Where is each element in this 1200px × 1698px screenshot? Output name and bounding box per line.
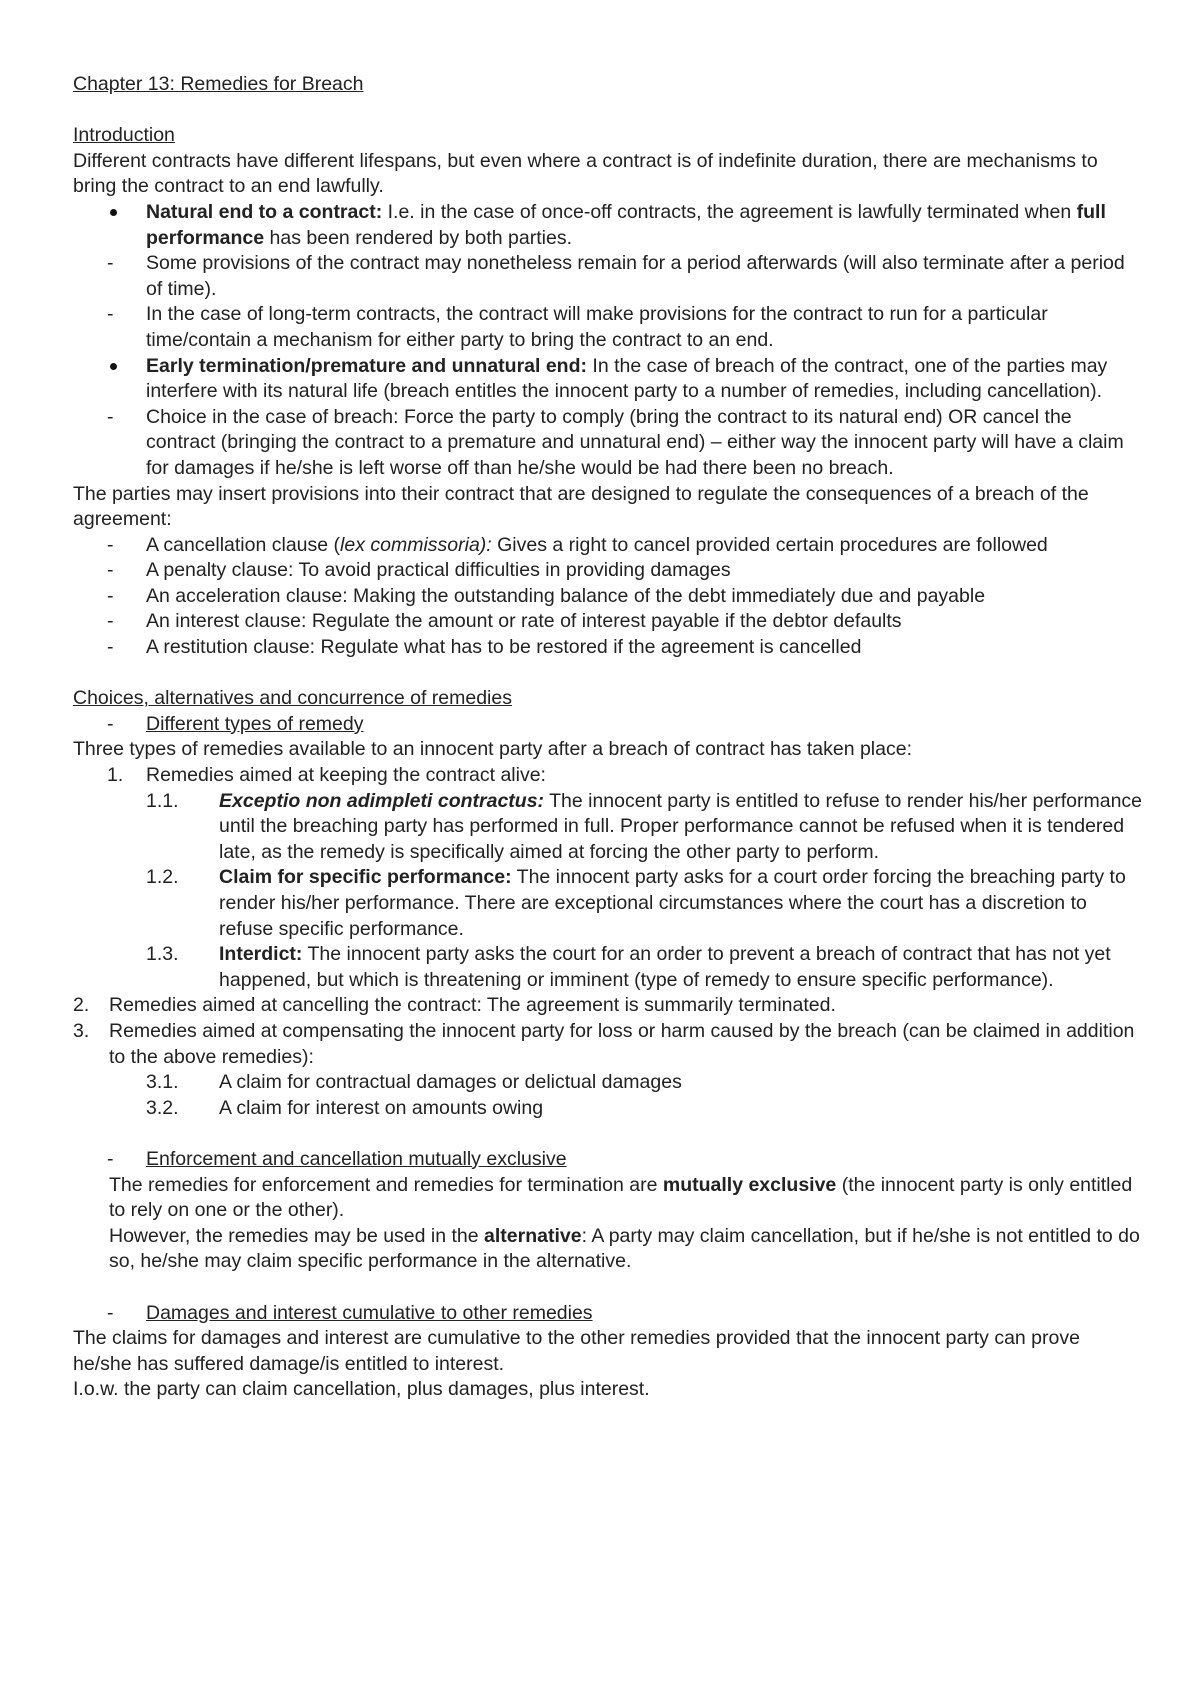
paragraph: The claims for damages and interest are cumulative to the other remedies provided that the innocent party can prove he/she has suffered damage/is entitled to interest.	[73, 1327, 1080, 1375]
paragraph	[73, 1173, 1143, 1224]
text: : A party may claim cancellation, but if he/she is not entitled to do so, he/she may claim specific performance in the alternative.	[109, 1224, 1140, 1273]
text: Remedies aimed at keeping the contract alive:	[146, 764, 546, 787]
section-heading-choices: Choices, alternatives and concurrence of remedies	[73, 687, 512, 710]
numbered-item	[73, 763, 1143, 789]
bold-term: Early termination/premature and unnatural end:	[146, 354, 587, 377]
section-heading-introduction: Introduction	[73, 124, 175, 147]
number-marker: 3.1.	[146, 1071, 179, 1094]
dash-item	[73, 558, 1143, 584]
dash-marker: -	[107, 584, 114, 607]
dash-marker: -	[107, 559, 114, 582]
chapter-title: Chapter 13: Remedies for Breach	[73, 73, 364, 95]
number-marker: 2.	[73, 994, 90, 1017]
number-marker: 1.1.	[146, 789, 179, 812]
text: The remedies for enforcement and remedies for termination are	[109, 1173, 663, 1196]
number-marker: 3.2.	[146, 1096, 179, 1119]
subheading-item	[73, 1301, 1143, 1327]
text: The innocent party asks for a court order forcing the breaching party to render his/her performance. There are exceptional circumstances where the court has a discretion to refuse specific performance.	[219, 866, 1126, 940]
text: Choice in the case of breach: Force the party to comply (bring the contract to its natural end) OR cancel the contract (bringing the contract to a premature and unnatural end) – either way the innocent party will have a claim for damages if he/she is left worse off than he/she would be had there been no breach.	[146, 405, 1124, 479]
number-marker: 1.2.	[146, 866, 179, 889]
italic-term: lex commissoria):	[340, 533, 492, 556]
dash-item	[73, 609, 1143, 635]
text: Some provisions of the contract may nonetheless remain for a period afterwards (will also terminate after a period of time).	[146, 252, 1125, 300]
text: An acceleration clause: Making the outstanding balance of the debt immediately due and payable	[146, 584, 986, 607]
number-marker: 1.3.	[146, 943, 179, 966]
subheading: Different types of remedy	[146, 712, 364, 735]
number-marker: 3.	[73, 1019, 90, 1042]
bold-term: Natural end to a contract:	[146, 200, 383, 223]
text: In the case of long-term contracts, the contract will make provisions for the contract to run for a particular time/contain a mechanism for either party to bring the contract to an end.	[146, 303, 1048, 351]
dash-item	[73, 584, 1143, 610]
dash-marker: -	[107, 303, 114, 326]
numbered-item	[73, 993, 1143, 1019]
bullet-dot-icon	[110, 209, 117, 216]
numbered-subitem	[73, 942, 1143, 993]
bullet-item	[73, 354, 1143, 405]
bold-term: Interdict:	[219, 943, 303, 966]
numbered-subitem	[73, 1096, 1143, 1122]
text: In the case of breach of the contract, one of the parties may interfere with its natural life (breach entitles the innocent party to a number of remedies, including cancellation).	[146, 354, 1108, 403]
text: Remedies aimed at cancelling the contract: The agreement is summarily terminated.	[109, 994, 836, 1017]
dash-marker: -	[107, 610, 114, 633]
dash-item	[73, 635, 1143, 661]
text: (the innocent party is only entitled to rely on one or the other).	[109, 1173, 1133, 1222]
bullet-item	[73, 200, 1143, 251]
dash-marker: -	[107, 533, 114, 556]
dash-marker: -	[107, 252, 114, 275]
subheading-item	[73, 712, 1143, 738]
subheading-item	[73, 1147, 1143, 1173]
dash-marker: -	[107, 1147, 114, 1170]
document-page	[73, 72, 1143, 1403]
dash-item	[73, 405, 1143, 482]
bold-term: mutually exclusive	[662, 1173, 837, 1196]
subheading: Enforcement and cancellation mutually exclusive	[146, 1147, 567, 1170]
dash-marker: -	[107, 636, 114, 659]
paragraph	[73, 1224, 1143, 1275]
text: The innocent party asks the court for an order to prevent a breach of contract that has not yet happened, but which is threatening or imminent (type of remedy to ensure specific performance).	[219, 943, 1111, 991]
dash-item	[73, 533, 1143, 559]
numbered-subitem	[73, 865, 1143, 942]
bold-italic-term: Exceptio non adimpleti contractus:	[219, 789, 545, 812]
number-marker: 1.	[107, 764, 124, 787]
subheading: Damages and interest cumulative to other remedies	[146, 1301, 593, 1324]
paragraph: Different contracts have different lifespans, but even where a contract is of indefinite duration, there are mechanisms to bring the contract to an end lawfully.	[73, 149, 1098, 198]
dash-marker: -	[107, 1301, 114, 1324]
bold-term: full performance	[146, 200, 1106, 249]
text: A cancellation clause (	[146, 533, 341, 556]
text: has been rendered by both parties.	[264, 226, 573, 249]
bold-term: Claim for specific performance:	[219, 866, 512, 889]
numbered-subitem	[73, 789, 1143, 866]
text: However, the remedies may be used in the	[109, 1224, 485, 1247]
dash-marker: -	[107, 712, 114, 735]
text: Gives a right to cancel provided certain procedures are followed	[491, 533, 1048, 556]
text: The innocent party is entitled to refuse to render his/her performance until the breaching party has performed in full. Proper performance cannot be refused when it is tendered late, as the remedy is specifically aimed at forcing the other party to perform.	[219, 789, 1143, 863]
numbered-subitem	[73, 1070, 1143, 1096]
text: A claim for interest on amounts owing	[219, 1096, 544, 1119]
text: An interest clause: Regulate the amount or rate of interest payable if the debtor defaults	[146, 610, 902, 633]
dash-marker: -	[107, 405, 114, 428]
paragraph: The parties may insert provisions into their contract that are designed to regulate the consequences of a breach of the agreement:	[73, 482, 1089, 531]
text: A penalty clause: To avoid practical difficulties in providing damages	[146, 559, 731, 582]
paragraph: I.o.w. the party can claim cancellation, plus damages, plus interest.	[73, 1378, 650, 1401]
text: Remedies aimed at compensating the innocent party for loss or harm caused by the breach (can be claimed in addition to the above remedies):	[109, 1019, 1135, 1068]
paragraph: Three types of remedies available to an innocent party after a breach of contract has taken place:	[73, 738, 912, 761]
bold-term: alternative	[484, 1224, 582, 1247]
dash-item	[73, 302, 1143, 353]
text: A restitution clause: Regulate what has to be restored if the agreement is cancelled	[146, 636, 862, 659]
text: A claim for contractual damages or delictual damages	[219, 1071, 682, 1094]
bullet-dot-icon	[110, 363, 117, 370]
dash-item	[73, 251, 1143, 302]
text: I.e. in the case of once-off contracts, the agreement is lawfully terminated when	[382, 200, 1077, 223]
numbered-item	[73, 1019, 1143, 1070]
